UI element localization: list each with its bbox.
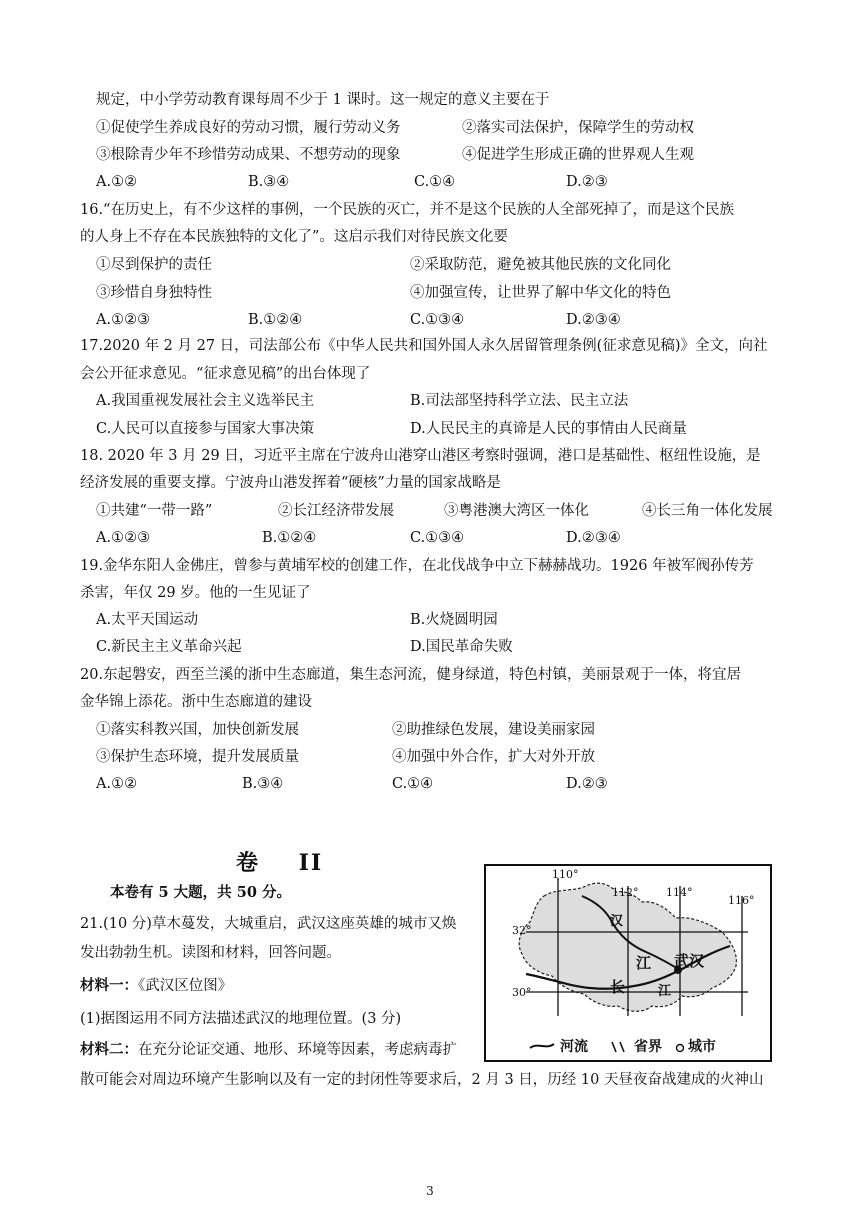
q20-choice-d: D.②③: [566, 776, 608, 792]
q19-stem-line1: 19.金华东阳人金佛庄，曾参与黄埔军校的创建工作，在北伐战争中立下赫赫战功。1926 年被军阀孙传芳: [80, 558, 754, 574]
q16-choice-d: D.②③④: [566, 312, 621, 328]
han-river-label: 汉: [610, 914, 624, 929]
section-title: 卷 II: [236, 850, 324, 876]
lon-label-110: 110°: [552, 868, 579, 881]
q16-item-3: ③珍惜自身独特性: [96, 285, 212, 301]
q15-stem: 规定，中小学劳动教育课每周不少于 1 课时。这一规定的意义主要在于: [96, 92, 550, 108]
q17-choice-b: B.司法部坚持科学立法、民主立法: [410, 393, 629, 409]
q20-choice-a: A.①②: [96, 776, 138, 792]
q17-choice-a: A.我国重视发展社会主义选举民主: [96, 393, 315, 409]
lat-label-32: 32°: [512, 924, 532, 937]
q19-choice-d: D.国民革命失败: [410, 639, 513, 655]
q20-stem-line1: 20.东起磐安，西至兰溪的浙中生态廊道，集生态河流，健身绿道，特色村镇，美丽景观于一体，将宜居: [80, 667, 742, 683]
q18-stem-line1: 18. 2020 年 3 月 29 日，习近平主席在宁波舟山港穿山港区考察时强调，港口是基础性、枢纽性设施，是: [80, 448, 761, 464]
q20-item-4: ④加强中外合作，扩大对外开放: [392, 749, 595, 765]
material-2-line2: 散可能会对周边环境产生影响以及有一定的封闭性等要求后，2 月 3 日，历经 10 天昼夜奋战建成的火神山: [80, 1072, 764, 1088]
q18-choice-c: C.①③④: [410, 530, 465, 546]
q15-item-2: ②落实司法保护，保障学生的劳动权: [462, 120, 694, 136]
section-intro: 本卷有 5 大题，共 50 分。: [110, 884, 291, 901]
q18-choice-a: A.①②③: [96, 530, 151, 546]
q16-item-4: ④加强宣传，让世界了解中华文化的特色: [410, 285, 671, 301]
q20-choice-c: C.①④: [392, 776, 434, 792]
legend-river-symbol: [530, 1044, 554, 1048]
q20-stem-line2: 金华锦上添花。浙中生态廊道的建设: [80, 694, 312, 710]
jiang-label-1: 江: [636, 954, 652, 972]
q17-stem-line1: 17.2020 年 2 月 27 日，司法部公布《中华人民共和国外国人永久居留管理条例(征求意见稿)》全文，向社: [80, 338, 768, 354]
material-1: [80, 976, 232, 996]
q16-item-1: ①尽到保护的责任: [96, 257, 212, 273]
q19-choice-b: B.火烧圆明园: [410, 612, 498, 628]
q15-choice-b: B.③④: [248, 174, 290, 190]
material-1-label: 材料一：: [80, 977, 138, 994]
q18-item-2: ②长江经济带发展: [278, 503, 394, 519]
q18-choice-d: D.②③④: [566, 530, 621, 546]
q20-item-1: ①落实科教兴国，加快创新发展: [96, 722, 299, 738]
wuhan-location-map: [484, 864, 772, 1062]
q19-choice-c: C.新民主主义革命兴起: [96, 639, 242, 655]
page-number: 3: [426, 1184, 434, 1198]
material-2-text: 在充分论证交通、地形、环境等因素，考虑病毒扩: [138, 1042, 457, 1058]
lon-label-112: 112°: [612, 886, 639, 899]
q18-item-4: ④长三角一体化发展: [642, 503, 773, 519]
q18-item-1: ①共建“一带一路”: [96, 503, 213, 519]
material-1-text: 《武汉区位图》: [138, 978, 233, 994]
q20-item-3: ③保护生态环境，提升发展质量: [96, 749, 299, 765]
q19-choice-a: A.太平天国运动: [96, 612, 199, 628]
lon-label-116: 116°: [728, 894, 755, 907]
q18-stem-line2: 经济发展的重要支撑。宁波舟山港发挥着“硬核”力量的国家战略是: [80, 475, 501, 491]
q18-choice-b: B.①②④: [262, 530, 317, 546]
material-2-line1: [80, 1040, 457, 1060]
q17-choice-c: C.人民可以直接参与国家大事决策: [96, 421, 315, 437]
q15-item-1: ①促使学生养成良好的劳动习惯，履行劳动义务: [96, 120, 401, 136]
legend-city: 城市: [688, 1039, 716, 1055]
q16-stem-line2: 的人身上不存在本民族独特的文化了”。这启示我们对待民族文化要: [80, 229, 508, 245]
q20-choice-b: B.③④: [242, 776, 284, 792]
q18-item-3: ③粤港澳大湾区一体化: [444, 503, 589, 519]
q16-choice-c: C.①③④: [410, 312, 465, 328]
q20-item-2: ②助推绿色发展，建设美丽家园: [392, 722, 595, 738]
chang-label: 长: [610, 978, 626, 996]
legend-border-symbol: [612, 1042, 624, 1052]
legend-border: 省界: [634, 1039, 662, 1055]
q15-item-3: ③根除青少年不珍惜劳动成果、不想劳动的现象: [96, 147, 401, 163]
q21-stem-line2: 发出勃勃生机。读图和材料，回答问题。: [80, 945, 341, 961]
q16-item-2: ②采取防范，避免被其他民族的文化同化: [410, 257, 671, 273]
lon-label-114: 114°: [666, 886, 693, 899]
q21-stem-line1: 21.(10 分)草木蔓发，大城重启，武汉这座英雄的城市又焕: [80, 916, 457, 932]
q15-choice-a: A.①②: [96, 174, 138, 190]
legend-river: 河流: [560, 1039, 588, 1055]
q17-choice-d: D.人民民主的真谛是人民的事情由人民商量: [410, 421, 687, 437]
q16-choice-a: A.①②③: [96, 312, 151, 328]
q15-choice-d: D.②③: [566, 174, 608, 190]
q16-stem-line1: 16.“在历史上，有不少这样的事例，一个民族的灭亡，并不是这个民族的人全部死掉了，而是这个民族: [80, 202, 734, 218]
wuhan-label: 武汉: [674, 952, 705, 970]
q17-stem-line2: 会公开征求意见。“征求意见稿”的出台体现了: [80, 366, 371, 382]
q21-sub1: (1)据图运用不同方法描述武汉的地理位置。(3 分): [80, 1011, 402, 1027]
q15-choice-c: C.①④: [414, 174, 456, 190]
material-2-label: 材料二：: [80, 1041, 138, 1058]
jiang-label-2: 江: [658, 984, 672, 999]
lat-label-30: 30°: [512, 986, 532, 999]
legend-city-symbol: [677, 1045, 684, 1052]
q15-item-4: ④促进学生形成正确的世界观人生观: [462, 147, 694, 163]
q16-choice-b: B.①②④: [248, 312, 303, 328]
q19-stem-line2: 杀害，年仅 29 岁。他的一生见证了: [80, 585, 311, 601]
